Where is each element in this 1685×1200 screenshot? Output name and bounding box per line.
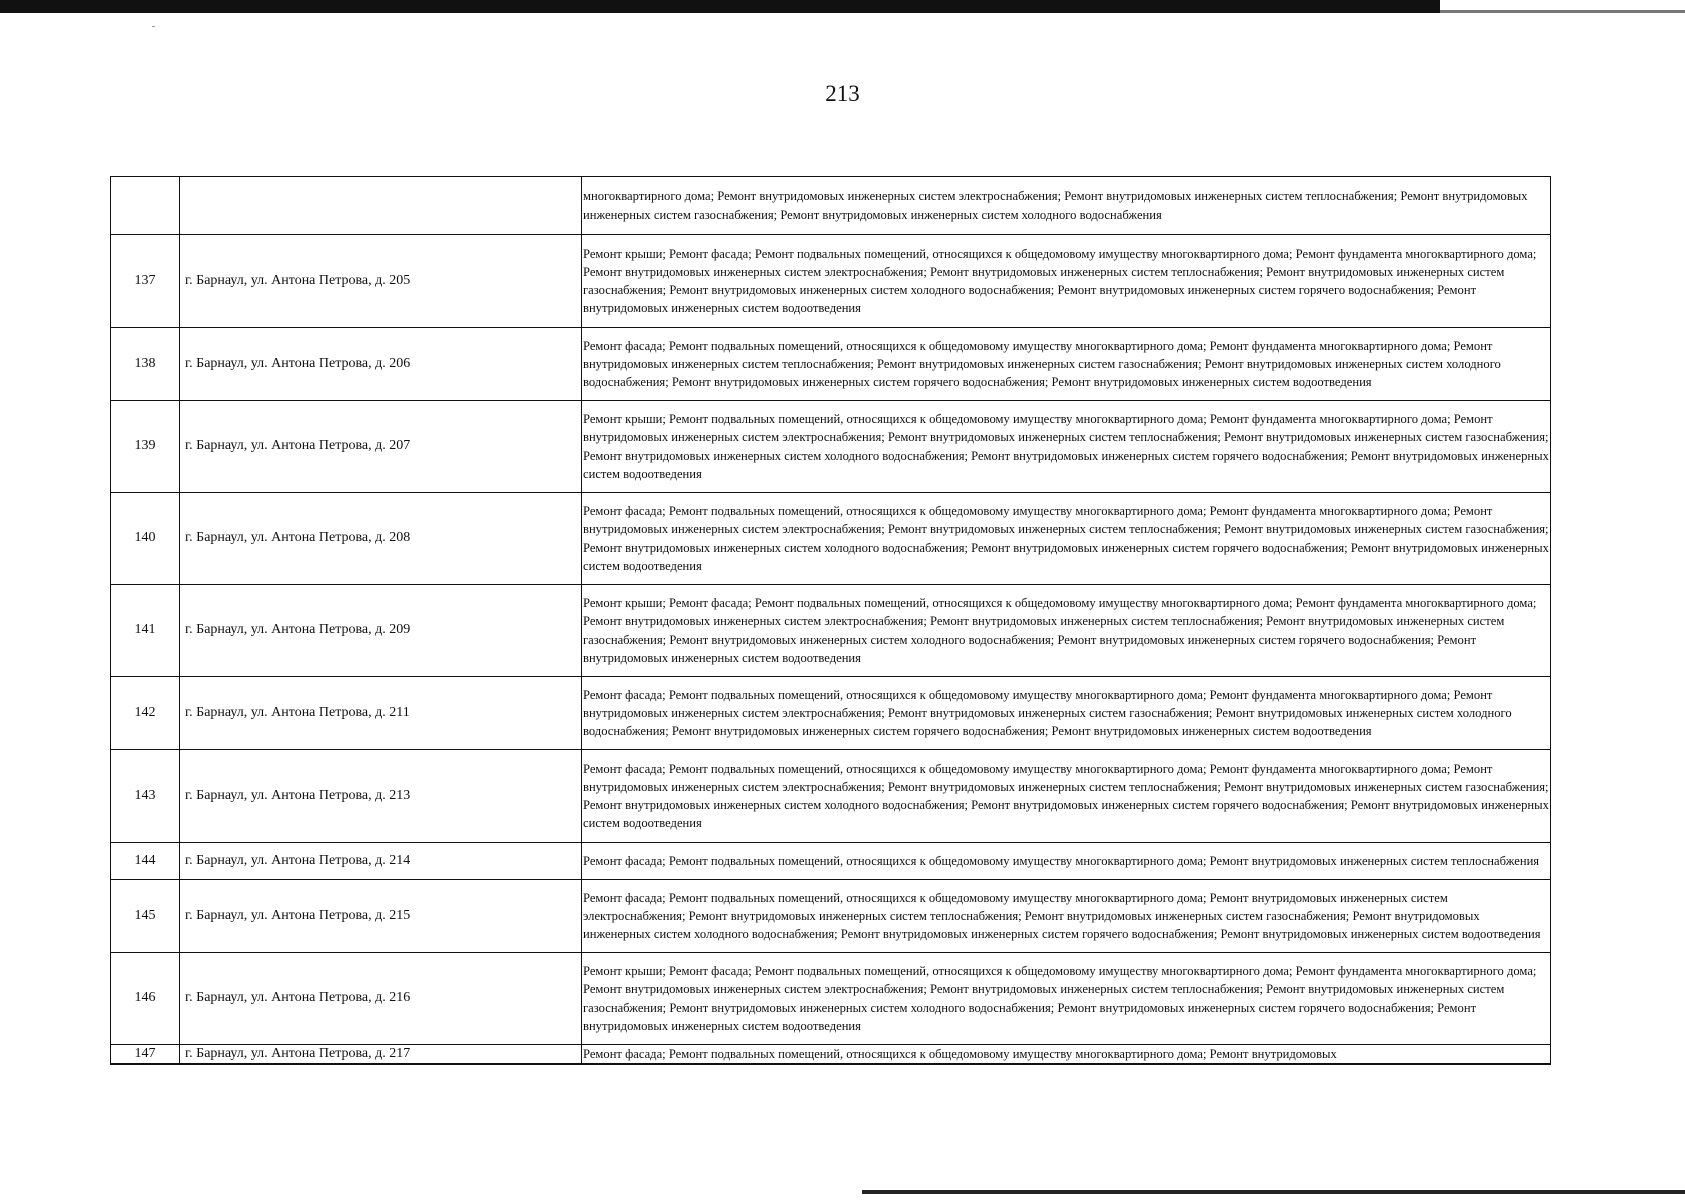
row-address: г. Барнаул, ул. Антона Петрова, д. 206 <box>180 328 582 401</box>
row-address: г. Барнаул, ул. Антона Петрова, д. 217 <box>180 1045 582 1065</box>
row-number: 139 <box>111 401 180 493</box>
row-number: 146 <box>111 953 180 1045</box>
row-address: г. Барнаул, ул. Антона Петрова, д. 208 <box>180 493 582 585</box>
row-works: Ремонт фасада; Ремонт подвальных помещений, относящихся к общедомовому имуществу многоквартирного дома; Ремонт фундамента многоквартирного дома; Ремонт внутридомовых инженерных систем электроснабжения; Ремонт внутридомовых инженерных систем газоснабжения; Ремонт внутридомовых инженерных систем холодного водоснабжения; Ремонт внутридомовых инженерных систем горячего водоснабжения; Ремонт внутридомовых инженерных систем водоотведения <box>582 677 1551 750</box>
table-row <box>111 401 1551 493</box>
scan-edge-bottom <box>862 1190 1685 1194</box>
row-address <box>180 177 582 235</box>
scan-edge-top <box>0 0 1440 13</box>
table-row <box>111 843 1551 880</box>
page-number: 213 <box>825 81 860 106</box>
row-number: 147 <box>111 1045 180 1065</box>
row-works: Ремонт крыши; Ремонт фасада; Ремонт подвальных помещений, относящихся к общедомовому имуществу многоквартирного дома; Ремонт фундамента многоквартирного дома; Ремонт внутридомовых инженерных систем электроснабжения; Ремонт внутридомовых инженерных систем теплоснабжения; Ремонт внутридомовых инженерных систем газоснабжения; Ремонт внутридомовых инженерных систем холодного водоснабжения; Ремонт внутридомовых инженерных систем горячего водоснабжения; Ремонт внутридомовых инженерных систем водоотведения <box>582 235 1551 328</box>
table-row <box>111 953 1551 1045</box>
row-number: 137 <box>111 235 180 328</box>
row-number: 144 <box>111 843 180 880</box>
row-works: Ремонт фасада; Ремонт подвальных помещений, относящихся к общедомовому имуществу многоквартирного дома; Ремонт внутридомовых <box>582 1045 1551 1065</box>
table-row <box>111 677 1551 750</box>
row-address: г. Барнаул, ул. Антона Петрова, д. 215 <box>180 880 582 953</box>
row-number: 145 <box>111 880 180 953</box>
table-row <box>111 880 1551 953</box>
row-number <box>111 177 180 235</box>
row-number: 142 <box>111 677 180 750</box>
row-number: 143 <box>111 750 180 843</box>
scan-edge-top-thin <box>1440 10 1685 13</box>
table-row <box>111 328 1551 401</box>
row-number: 138 <box>111 328 180 401</box>
row-works: Ремонт крыши; Ремонт подвальных помещений, относящихся к общедомовому имуществу многоквартирного дома; Ремонт фундамента многоквартирного дома; Ремонт внутридомовых инженерных систем электроснабжения; Ремонт внутридомовых инженерных систем теплоснабжения; Ремонт внутридомовых инженерных систем газоснабжения; Ремонт внутридомовых инженерных систем холодного водоснабжения; Ремонт внутридомовых инженерных систем горячего водоснабжения; Ремонт внутридомовых инженерных систем водоотведения <box>582 401 1551 493</box>
row-works: Ремонт фасада; Ремонт подвальных помещений, относящихся к общедомовому имуществу многоквартирного дома; Ремонт внутридомовых инженерных систем теплоснабжения <box>582 843 1551 880</box>
row-address: г. Барнаул, ул. Антона Петрова, д. 213 <box>180 750 582 843</box>
row-number: 140 <box>111 493 180 585</box>
row-works: Ремонт фасада; Ремонт подвальных помещений, относящихся к общедомовому имуществу многоквартирного дома; Ремонт фундамента многоквартирного дома; Ремонт внутридомовых инженерных систем электроснабжения; Ремонт внутридомовых инженерных систем теплоснабжения; Ремонт внутридомовых инженерных систем газоснабжения; Ремонт внутридомовых инженерных систем холодного водоснабжения; Ремонт внутридомовых инженерных систем горячего водоснабжения; Ремонт внутридомовых инженерных систем водоотведения <box>582 750 1551 843</box>
row-number: 141 <box>111 585 180 677</box>
row-address: г. Барнаул, ул. Антона Петрова, д. 216 <box>180 953 582 1045</box>
scan-speck <box>152 26 155 27</box>
table-row <box>111 177 1551 235</box>
row-address: г. Барнаул, ул. Антона Петрова, д. 209 <box>180 585 582 677</box>
table-row <box>111 493 1551 585</box>
row-works: Ремонт фасада; Ремонт подвальных помещений, относящихся к общедомовому имуществу многоквартирного дома; Ремонт внутридомовых инженерных систем электроснабжения; Ремонт внутридомовых инженерных систем теплоснабжения; Ремонт внутридомовых инженерных систем газоснабжения; Ремонт внутридомовых инженерных систем холодного водоснабжения; Ремонт внутридомовых инженерных систем горячего водоснабжения; Ремонт внутридомовых инженерных систем водоотведения <box>582 880 1551 953</box>
row-works: Ремонт крыши; Ремонт фасада; Ремонт подвальных помещений, относящихся к общедомовому имуществу многоквартирного дома; Ремонт фундамента многоквартирного дома; Ремонт внутридомовых инженерных систем электроснабжения; Ремонт внутридомовых инженерных систем теплоснабжения; Ремонт внутридомовых инженерных систем газоснабжения; Ремонт внутридомовых инженерных систем холодного водоснабжения; Ремонт внутридомовых инженерных систем горячего водоснабжения; Ремонт внутридомовых инженерных систем водоотведения <box>582 953 1551 1045</box>
row-works: многоквартирного дома; Ремонт внутридомовых инженерных систем электроснабжения; Ремонт внутридомовых инженерных систем теплоснабжения; Ремонт внутридомовых инженерных систем газоснабжения; Ремонт внутридомовых инженерных систем холодного водоснабжения <box>582 177 1551 235</box>
row-address: г. Барнаул, ул. Антона Петрова, д. 205 <box>180 235 582 328</box>
table-row <box>111 235 1551 328</box>
row-address: г. Барнаул, ул. Антона Петрова, д. 214 <box>180 843 582 880</box>
repair-works-table <box>110 176 1551 1065</box>
table-row <box>111 1045 1551 1065</box>
row-works: Ремонт крыши; Ремонт фасада; Ремонт подвальных помещений, относящихся к общедомовому имуществу многоквартирного дома; Ремонт фундамента многоквартирного дома; Ремонт внутридомовых инженерных систем электроснабжения; Ремонт внутридомовых инженерных систем теплоснабжения; Ремонт внутридомовых инженерных систем газоснабжения; Ремонт внутридомовых инженерных систем холодного водоснабжения; Ремонт внутридомовых инженерных систем горячего водоснабжения; Ремонт внутридомовых инженерных систем водоотведения <box>582 585 1551 677</box>
table-row <box>111 750 1551 843</box>
row-address: г. Барнаул, ул. Антона Петрова, д. 211 <box>180 677 582 750</box>
table-row <box>111 585 1551 677</box>
row-works: Ремонт фасада; Ремонт подвальных помещений, относящихся к общедомовому имуществу многоквартирного дома; Ремонт фундамента многоквартирного дома; Ремонт внутридомовых инженерных систем теплоснабжения; Ремонт внутридомовых инженерных систем газоснабжения; Ремонт внутридомовых инженерных систем холодного водоснабжения; Ремонт внутридомовых инженерных систем горячего водоснабжения; Ремонт внутридомовых инженерных систем водоотведения <box>582 328 1551 401</box>
row-works: Ремонт фасада; Ремонт подвальных помещений, относящихся к общедомовому имуществу многоквартирного дома; Ремонт фундамента многоквартирного дома; Ремонт внутридомовых инженерных систем электроснабжения; Ремонт внутридомовых инженерных систем теплоснабжения; Ремонт внутридомовых инженерных систем газоснабжения; Ремонт внутридомовых инженерных систем холодного водоснабжения; Ремонт внутридомовых инженерных систем горячего водоснабжения; Ремонт внутридомовых инженерных систем водоотведения <box>582 493 1551 585</box>
row-address: г. Барнаул, ул. Антона Петрова, д. 207 <box>180 401 582 493</box>
